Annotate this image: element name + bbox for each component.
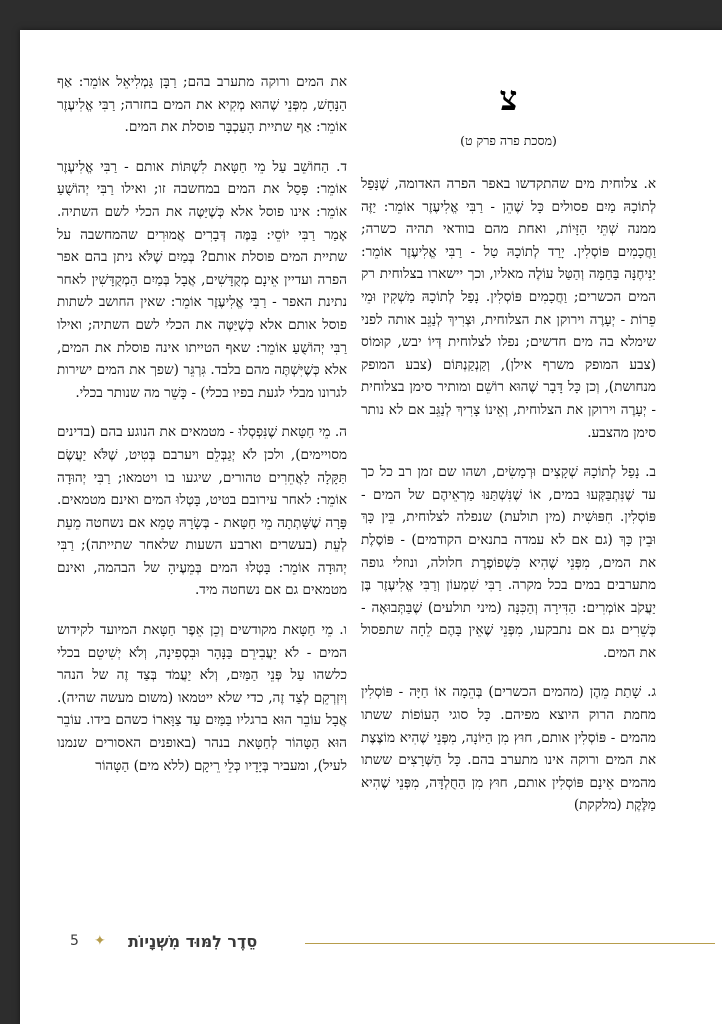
chapter-header — [361, 79, 656, 149]
paragraph-continuation: את המים ורוקה מתערב בהם; רַבָּן גַּמְלִיאֵל אוֹמֵר: אַף הַנָּחָשׁ, מִפְּנֵי שֶׁהוּא מְקִיא את המים בחזרה; רַבִּי אֱלִיעֶזֶר אוֹמֵר: אַף שתיית הָעַכְבָּר פוסלת את המים. — [57, 74, 347, 136]
page — [20, 30, 722, 1024]
page-number: 5 — [70, 933, 79, 949]
chapter-subtitle: (מסכת פרה פרק ט) — [460, 133, 557, 148]
chapter-letter: צ — [499, 79, 518, 119]
left-column — [57, 71, 347, 794]
paragraph-gimel: ג. שָׁתַת מֵהֶן (מהמים הכשרים) בְּהֵמָה אוֹ חַיָּה - פּוֹסְלִין מחמת הרוק היוצא מפיהם. כָּל סוגי הָעוֹפוֹת ששתו מהמים - פּוֹסְלִין אותם, חוּץ מִן הַיּוֹנָה, מִפְּנֵי שֶׁהִיא מוֹצֶצֶת את המים ורוקה אינו מתערב בהם. כָּל הַשְּׁרָצִים ששתו מהמים אֵינָם פּוֹסְלִין אותם, חוּץ מִן הַחֻלְדָּה, מִפְּנֵי שֶׁהִיא מַלֶּקֶת (מלקקת) — [361, 684, 656, 814]
book-title: סֵדֶר לִמּוּד מִשְׁנָיוֹת — [128, 932, 258, 951]
paragraph-bet: ב. נָפַל לְתוֹכָהּ שְׁקָצִים וּרְמָשִׂים, ושהו שם זמן רב כל כך עד שֶׁנִּתְבַּקְּעוּ במים, אוֹ שֶׁנִּשְׁתַּנּוּ מַרְאֵיהֶם של המים - פּוֹסְלִין. חִפּוּשִׁית (מין תולעת) שנפלה לצלוחית, בֵּין כָּךְ וּבֵין כָּךְ (גם אם לא עמדה בתנאים הקודמים) - פּוֹסֶלֶת את המים, מִפְּנֵי שֶׁהִיא כִּשְׁפוֹפֶרֶת חלולה, ונוזלי גופה מתערבים במים בכל מקרה. רַבִּי שִׁמְעוֹן וְרַבִּי אֱלִיעֶזֶר בֶּן יַעֲקֹב אוֹמְרִים: הַדִּירָה וְהַכִּנָּה (מיני תולעים) שֶׁבַּתְּבוּאָה - כְּשֵׁרִים גם אם נתבקעו, מִפְּנֵי שֶׁאֵין בָּהֶם לֵחָה שתפסול את המים. — [361, 464, 656, 661]
page-footer — [20, 933, 722, 953]
right-column — [361, 173, 656, 834]
ornament-icon: ✦ — [94, 933, 106, 949]
paragraph-dalet: ד. הַחוֹשֵׁב עַל מֵי חַטָּאת לִשְׁתּוֹת אותם - רַבִּי אֱלִיעֶזֶר אוֹמֵר: פָּסַל את המים במחשבה זו; ואילו רַבִּי יְהוֹשֻׁעַ אוֹמֵר: אינו פוסל אלא כְּשֶׁיַּטֶּה את הכלי לשם השתיה. אָמַר רַבִּי יוֹסֵי: בַּמֶּה דְּבָרִים אֲמוּרִים שהמחשבה על שתיית המים פוסלת אותם? בְּמַיִם שֶׁלֹּא ניתן בהם אפר הפרה ועדיין אֵינָם מְקֻדָּשִׁים, אֲבָל בְּמַיִם הַמְקֻדָּשִׁין לאחר נתינת האפר - רַבִּי אֱלִיעֶזֶר אוֹמֵר: שאין החושב לשתות פוסל אותם אלא כְּשֶׁיַּטֶּה את הכלי לשם השתיה; ואילו רַבִּי יְהוֹשֻׁעַ אוֹמֵר: שאף הטייתו אינה פוסלת את המים, אלא כְּשֶׁיִּשְׁתֶּה מהם בלבד. גִּרְגֵּר (שפך את המים ישירות לגרונו מבלי לגעת בפיו בכלי) - כָּשֵׁר מה שנותר בכלי. — [57, 158, 347, 401]
paragraph-vav: ו. מֵי חַטָּאת מקודשים וְכֵן אֵפֶר חַטָּאת המיועד לקידוש המים - לֹא יַעֲבִירֵם בַּנָּהָר וּבִסְפִינָה, וְלֹא יְשִׁיטֵם בכלי כלשהו עַל פְּנֵי הַמַּיִם, וְלֹא יַעֲמֹד בְּצַד זֶה של הנהר וְיִזְרְקֵם לְצַד זֶה, כדי שלא ייטמאו (משום מעשה שהיה). אֲבָל עוֹבֵר הוּא ברגליו בַּמַּיִם עַד צַוָּארוֹ כשהם בידו. עוֹבֵר הוּא הַטָּהוֹר לְחַטָּאת בנהר (באופנים האסורים שנמנו לעיל), ומעביר בְּיָדָיו כְּלֵי רֵיקָם (ללא מים) הַטָּהוֹר — [57, 622, 347, 774]
paragraph-he: ה. מֵי חַטָּאת שֶׁנִּפְסְלוּ - מטמאים את הנוגע בהם (בדינים מסויימים), ולכן לֹא יְגַבְּלֵם ויערבם בְּטִיט, שֶׁלֹּא יַעֲשֶׂם תַּקָּלָה לַאֲחֵרִים טהורים, שיגעו בו ויטמאו; רַבִּי יְהוּדָה אוֹמֵר: לאחר עירובם בטיט, בָּטְלוּ המים ואינם מטמאים. פָּרָה שֶׁשָּׁתְתָה מֵי חַטָּאת - בְּשָׂרָהּ טָמֵא אם נשחטה מֵעֵת לְעֵת (בעשרים וארבע השעות שלאחר שתייתה); רַבִּי יְהוּדָה אוֹמֵר: בָּטְלוּ המים בְּמֵעֶיהָ של הבהמה, ואינם מטמאים גם אם נשחטה מיד. — [57, 424, 347, 599]
paragraph-aleph: א. צלוחית מים שהתקדשו באפר הפרה האדומה, שֶׁנָּפַל לְתוֹכָהּ מַיִם פסולים כָּל שֶׁהֵן - רַבִּי אֱלִיעֶזֶר אוֹמֵר: יַזֶּה ממנה שְׁתֵּי הַזָּיוֹת, ואחת מהם בוודאי תהיה כשרה; וַחֲכָמִים פּוֹסְלִין. יָרַד לְתוֹכָהּ טַל - רַבִּי אֱלִיעֶזֶר אוֹמֵר: יַנִּיחֶנָּה בַּחַמָּה וְהַטַּל עוֹלֶה מאליו, וכך יישארו בצלוחית רק המים הכשרים; וַחֲכָמִים פּוֹסְלִין. נָפַל לְתוֹכָהּ מַשְׁקִין וּמֵי פֵרוֹת - יְעָרֶה וירוקן את הצלוחית, וּצְרִיךְ לְנַגֵּב אותה לפני שימלא בה מים חדשים; נפלו לצלוחית דְּיוֹ יבש, קוּמוֹס (צבע המופק משרף אילן), וְקַנְקַנְתּוֹם (צבע המופק מנחושת), וְכן כָּל דָּבָר שֶׁהוּא רוֹשֵׁם ומותיר סימן בצלוחית - יְעָרֶה וירוקן את הצלוחית, וְאֵינוֹ צָרִיךְ לְנַגֵּב אם לא נותר סימן מהצבע. — [361, 176, 656, 441]
footer-divider — [305, 943, 715, 944]
